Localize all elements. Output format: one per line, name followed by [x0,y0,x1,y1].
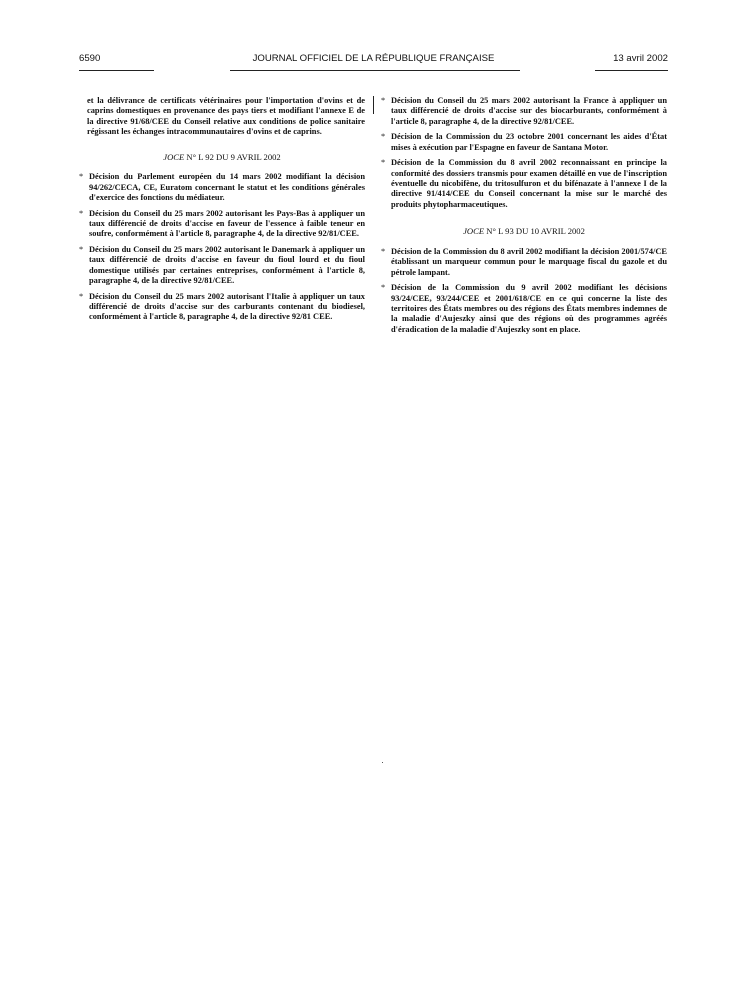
journal-abbr: JOCE [463,226,485,237]
entry-text: Décision du Conseil du 25 mars 2002 autorisant les Pays-Bas à appliquer un taux différencié de droits d'accise en faveur de l'essence à faible teneur en soufre, conformément à l'article 8, paragraphe 4, de la directive 92/81/CEE. [89,208,365,239]
issue-number: N° L 93 DU 10 AVRIL 2002 [486,226,585,237]
header-rule-left [79,70,154,71]
asterisk-marker: * [381,158,386,168]
entry-text: Décision du Parlement européen du 14 mars 2002 modifiant la décision 94/262/CECA, CE, Euratom concernant le statut et les conditions générales d'exercice des fonctions du médiateur. [89,172,365,203]
list-item [79,172,365,203]
issue-number: N° L 92 DU 9 AVRIL 2002 [186,151,281,162]
entry-list [79,172,365,322]
list-item [79,209,365,240]
entry-text: Décision de la Commission du 8 avril 2002 modifiant la décision 2001/574/CE établissant un marqueur commun pour le marquage fiscal du gazole et du pétrole lampant. [391,246,667,277]
entry-text: Décision du Conseil du 25 mars 2002 autorisant le Danemark à appliquer un taux différencié de droits d'accise en faveur du fioul lourd et du fioul domestique utilisés par certaines entreprises, conformément à l'article 8, paragraphe 4, de la directive 92/81/CEE. [89,244,365,286]
entry-list [381,247,667,335]
entry-text: Décision du Conseil du 25 mars 2002 autorisant la France à appliquer un taux différencié de droits d'accise sur des biocarburants, conformément à l'article 8, paragraphe 4, de la directive 92/81/CEE. [391,96,667,126]
asterisk-marker: * [79,244,84,254]
left-column [79,96,365,328]
scan-speck [382,762,383,763]
running-header [79,50,668,68]
asterisk-marker: * [381,283,386,293]
section-heading-l93 [381,226,667,237]
entry-text: Décision de la Commission du 8 avril 2002 reconnaissant en principe la conformité des dossiers transmis pour examen détaillé en vue de l'inscription éventuelle du nicobifène, du tritosulfuron et du bifénazate à l'annexe I de la directive 91/414/CEE du Conseil concernant la mise sur le marché des produits phytopharmaceutiques. [391,158,667,209]
asterisk-marker: * [381,132,386,142]
entry-text: Décision de la Commission du 23 octobre 2001 concernant les aides d'État mises à exécution par l'Espagne en faveur de Santana Motor. [391,132,667,152]
entry-text: Décision de la Commission du 9 avril 2002 modifiant les décisions 93/24/CEE, 93/244/CEE et 2001/618/CE en ce qui concerne la liste des territoires des États membres ou des régions des États membres indemnes de la maladie d'Aujeszky ainsi que des régions où des programmes agréés d'éradication de la maladie d'Aujeszky sont en place. [391,283,667,334]
entry-text: Décision du Conseil du 25 mars 2002 autorisant l'Italie à appliquer un taux différencié de droits d'accise sur des carburants contenant du biodiesel, conformément à l'article 8, paragraphe 4, de la directive 92/81 CEE. [89,291,365,322]
header-rule-center [230,70,520,71]
asterisk-marker: * [79,208,84,218]
journal-abbr: JOCE [163,151,185,162]
asterisk-marker: * [79,291,84,301]
continued-entry-text: et la délivrance de certificats vétérinaires pour l'importation d'ovins et de caprins domestiques en provenance des pays tiers et modifiant l'annexe E de la directive 91/68/CEE du Conseil relative aux conditions de police sanitaire régissant les échanges intracommunautaires d'ovins et de caprins. [87,96,365,137]
list-item [381,96,667,127]
section-heading-l92 [79,152,365,163]
asterisk-marker: * [381,96,386,105]
list-item [79,245,365,287]
list-item [381,132,667,153]
list-item [79,292,365,323]
list-item [381,158,667,210]
list-item [381,283,667,335]
issue-date: 13 avril 2002 [613,53,668,64]
column-divider [373,96,374,114]
asterisk-marker: * [79,172,84,182]
header-rule-right [595,70,668,71]
page-number: 6590 [79,53,101,64]
asterisk-marker: * [381,246,386,256]
entry-list [381,96,667,210]
right-column [381,96,667,351]
journal-title: JOURNAL OFFICIEL DE LA RÉPUBLIQUE FRANÇAISE [252,53,495,64]
list-item [381,247,667,278]
